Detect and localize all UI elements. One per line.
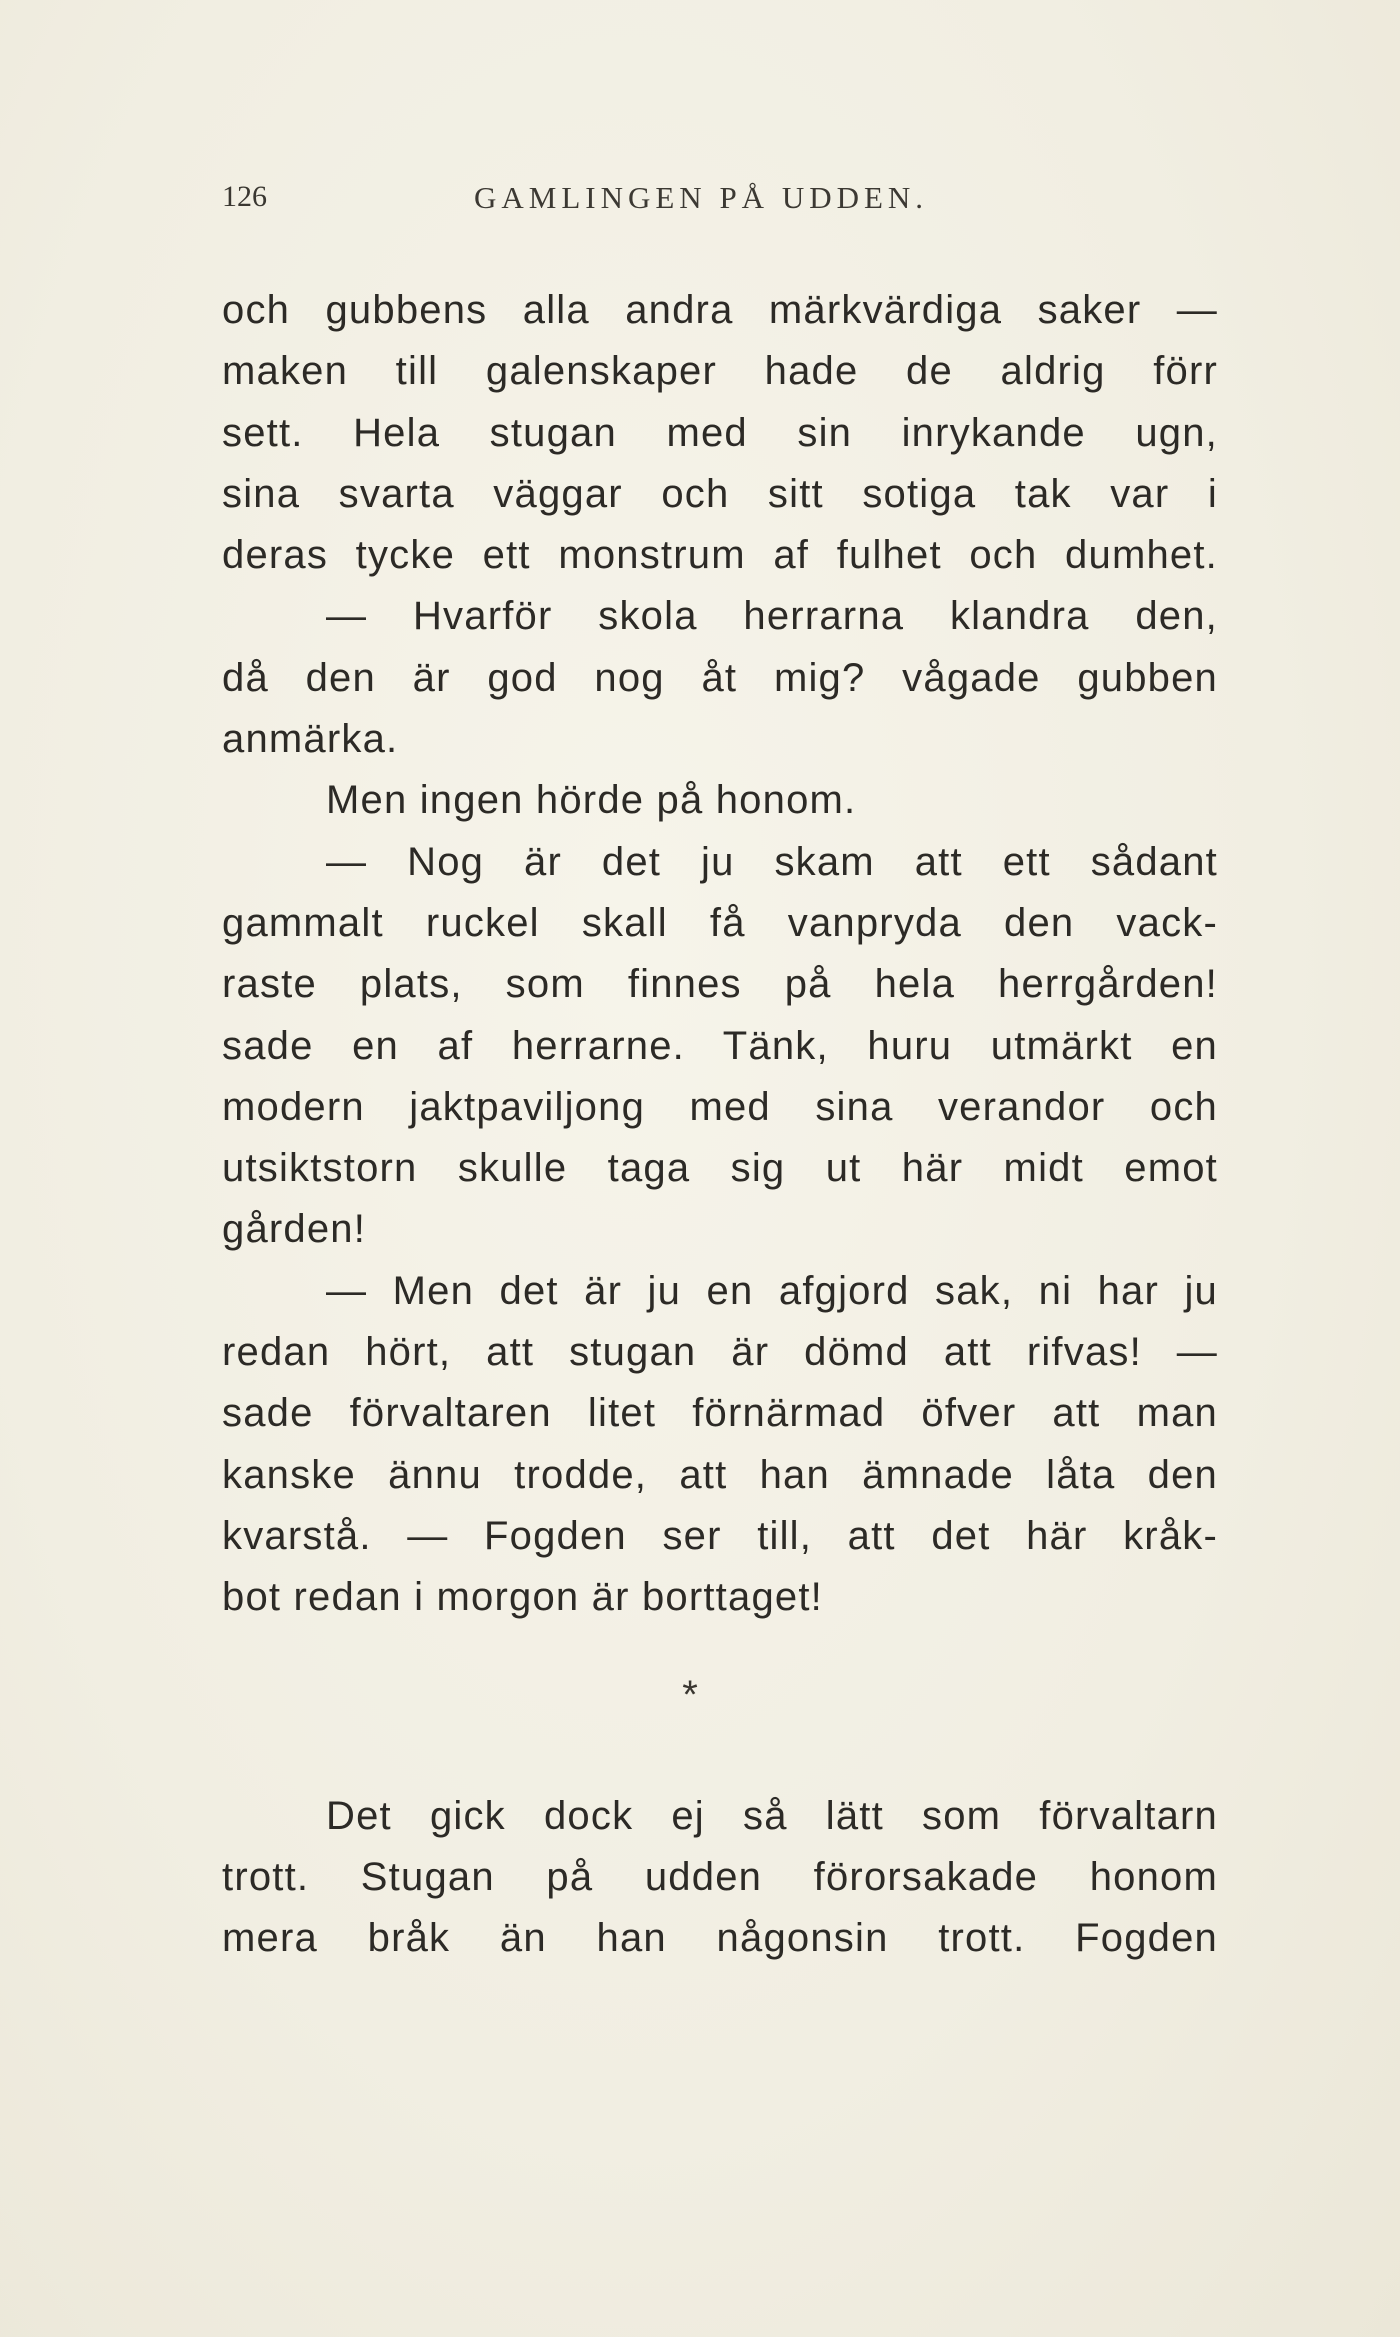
text-line: mera bråk än han någonsin trott. Fogden	[222, 1916, 1218, 1961]
text-line: — Hvarför skola herrarna klandra den,	[326, 594, 1218, 639]
text-line: sade förvaltaren litet förnärmad öfver att man	[222, 1391, 1218, 1436]
section-separator: *	[682, 1672, 698, 1717]
text-line: sade en af herrarne. Tänk, huru utmärkt en	[222, 1023, 1218, 1068]
text-line: deras tycke ett monstrum af fulhet och dumhet.	[222, 533, 1218, 578]
text-line: trott. Stugan på udden förorsakade honom	[222, 1854, 1218, 1899]
text-line: modern jaktpaviljong med sina verandor och	[222, 1084, 1218, 1129]
text-line: anmärka.	[222, 717, 399, 762]
text-line: då den är god nog åt mig? vågade gubben	[222, 655, 1218, 700]
text-line: redan hört, att stugan är dömd att rifvas! —	[222, 1330, 1218, 1375]
text-line: utsiktstorn skulle taga sig ut här midt emot	[222, 1146, 1218, 1191]
text-line: och gubbens alla andra märkvärdiga saker —	[222, 288, 1218, 332]
body-text	[222, 280, 1218, 1969]
text-line: kanske ännu trodde, att han ämnade låta den	[222, 1452, 1218, 1497]
text-line: maken till galenskaper hade de aldrig förr	[222, 349, 1218, 394]
text-line: — Nog är det ju skam att ett sådant	[326, 839, 1218, 884]
text-line: kvarstå. — Fogden ser till, att det här kråk-	[222, 1513, 1218, 1558]
page-header	[222, 176, 1222, 226]
text-line: gammalt ruckel skall få vanpryda den vack-	[222, 900, 1218, 945]
text-line: Men ingen hörde på honom.	[326, 778, 857, 823]
text-line: raste plats, som finnes på hela herrgården!	[222, 962, 1218, 1007]
text-line: Det gick dock ej så lätt som förvaltarn	[326, 1793, 1218, 1838]
page-number: 126	[222, 180, 267, 213]
text-line: bot redan i morgon är borttaget!	[222, 1575, 823, 1620]
text-line: sina svarta väggar och sitt sotiga tak var i	[222, 471, 1218, 516]
text-line: sett. Hela stugan med sin inrykande ugn,	[222, 410, 1218, 455]
text-line: — Men det är ju en afgjord sak, ni har ju	[326, 1268, 1218, 1313]
text-line: gården!	[222, 1207, 367, 1252]
running-title: GAMLINGEN PÅ UDDEN.	[474, 180, 929, 215]
